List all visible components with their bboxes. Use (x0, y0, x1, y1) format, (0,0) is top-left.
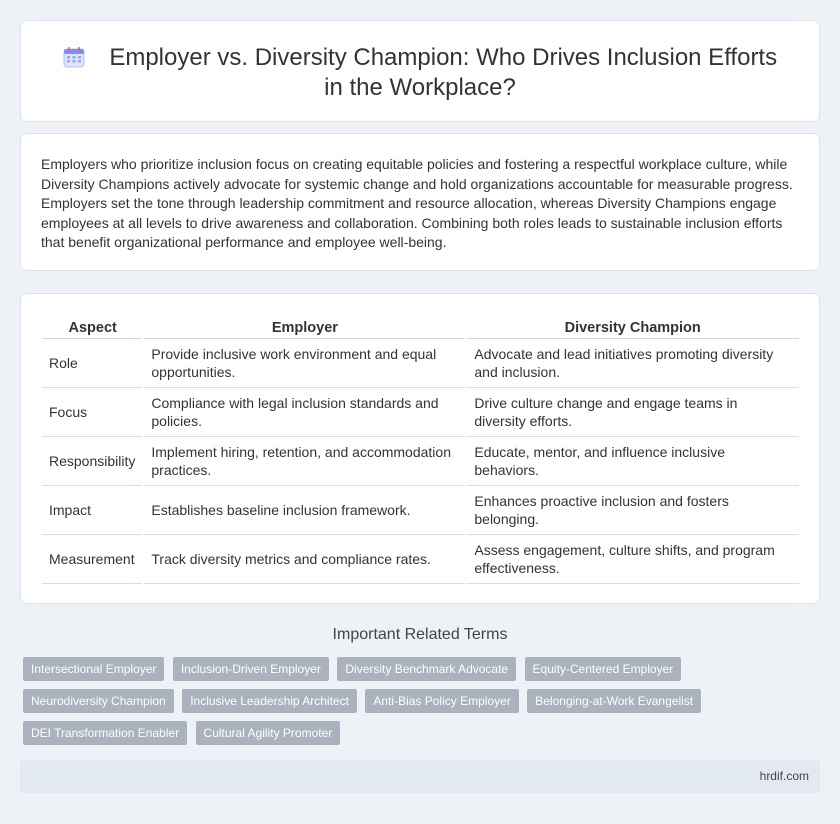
related-term-tag[interactable]: Cultural Agility Promoter (196, 721, 341, 745)
table-row (42, 436, 799, 485)
title-wrap (21, 43, 819, 103)
header-employer: Employer (143, 316, 466, 338)
related-terms-list (23, 657, 803, 753)
cell-employer: Track diversity metrics and compliance rates. (143, 534, 466, 583)
related-term-tag[interactable]: Belonging-at-Work Evangelist (527, 689, 701, 713)
related-terms-heading: Important Related Terms (332, 626, 508, 643)
table-row (42, 534, 799, 583)
header-champion: Diversity Champion (466, 316, 799, 338)
title-card (20, 20, 820, 122)
cell-champion: Enhances proactive inclusion and fosters belonging. (466, 485, 799, 534)
related-term-tag[interactable]: Diversity Benchmark Advocate (337, 657, 516, 681)
cell-champion: Assess engagement, culture shifts, and program effectiveness. (466, 534, 799, 583)
calendar-icon (63, 46, 85, 68)
table-header-row (42, 316, 799, 338)
cell-employer: Provide inclusive work environment and equal opportunities. (143, 338, 466, 387)
cell-aspect: Measurement (42, 534, 143, 583)
related-term-tag[interactable]: Intersectional Employer (23, 657, 164, 681)
related-term-tag[interactable]: Anti-Bias Policy Employer (365, 689, 518, 713)
cell-champion: Advocate and lead initiatives promoting diversity and inclusion. (466, 338, 799, 387)
cell-aspect: Focus (42, 387, 143, 436)
table-row (42, 485, 799, 534)
table-row (42, 338, 799, 387)
related-term-tag[interactable]: DEI Transformation Enabler (23, 721, 187, 745)
cell-aspect: Impact (42, 485, 143, 534)
cell-champion: Drive culture change and engage teams in diversity efforts. (466, 387, 799, 436)
page-title: Employer vs. Diversity Champion: Who Drives Inclusion Efforts in the Workplace? (109, 44, 778, 101)
related-term-tag[interactable]: Equity-Centered Employer (525, 657, 682, 681)
cell-employer: Implement hiring, retention, and accommodation practices. (143, 436, 466, 485)
cell-aspect: Responsibility (42, 436, 143, 485)
comparison-card (20, 293, 820, 604)
footer-bar (20, 760, 820, 793)
summary-card (20, 133, 820, 271)
related-term-tag[interactable]: Inclusive Leadership Architect (182, 689, 357, 713)
footer-site-link[interactable]: hrdif.com (759, 769, 809, 783)
related-term-tag[interactable]: Neurodiversity Champion (23, 689, 174, 713)
cell-aspect: Role (42, 338, 143, 387)
header-aspect: Aspect (42, 316, 143, 338)
table-row (42, 387, 799, 436)
cell-employer: Compliance with legal inclusion standards and policies. (143, 387, 466, 436)
comparison-table (42, 316, 799, 584)
summary-text: Employers who prioritize inclusion focus on creating equitable policies and fostering a respectful workplace culture, while Diversity Champions actively advocate for systemic change and hold organizations accountable for measurable progress. Employers set the tone through leadership commitment and resource allocation, whereas Diversity Champions engage employees at all levels to drive awareness and collaboration. Combining both roles leads to sustainable inclusion efforts that benefit organizational performance and employee well-being. (41, 156, 793, 250)
cell-employer: Establishes baseline inclusion framework. (143, 485, 466, 534)
related-term-tag[interactable]: Inclusion-Driven Employer (173, 657, 329, 681)
cell-champion: Educate, mentor, and influence inclusive behaviors. (466, 436, 799, 485)
